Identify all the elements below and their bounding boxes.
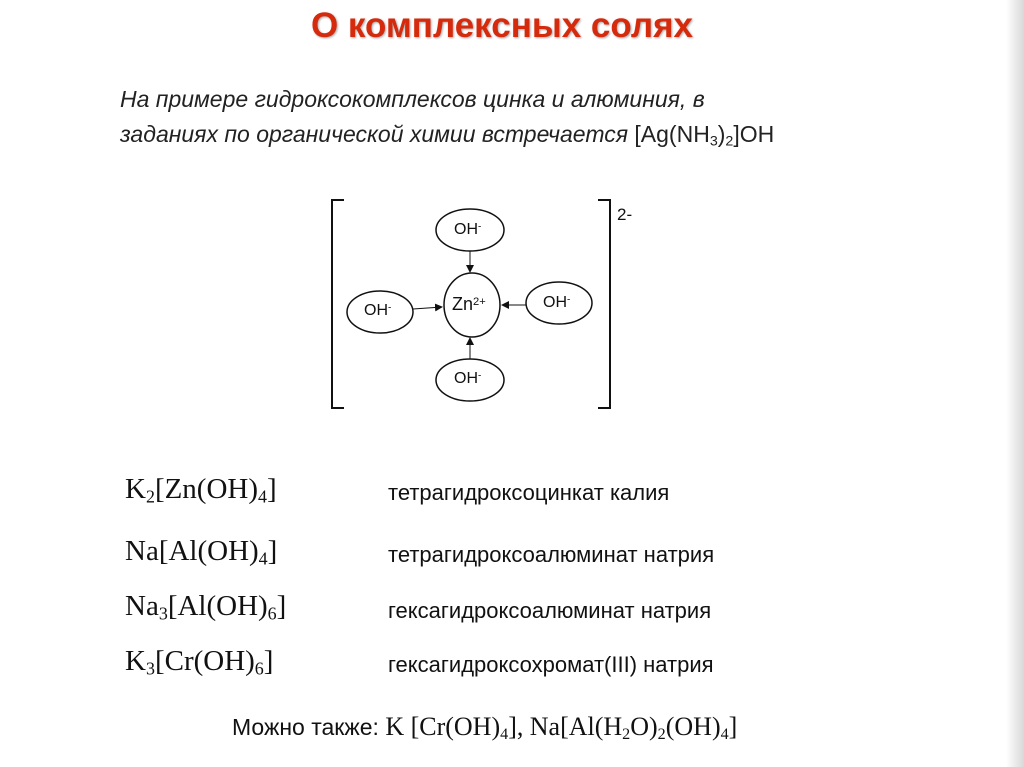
formula-part: O) — [630, 712, 658, 741]
intro-line-1: На примере гидроксокомплексов цинка и алюминия, в — [120, 86, 705, 112]
bond-left — [413, 307, 442, 309]
complex-charge: 2- — [617, 205, 633, 224]
formula-part: ]OH — [733, 121, 775, 147]
compound-name-3: гексагидроксоалюминат натрия — [388, 598, 712, 623]
ligand-symbol: OH — [454, 221, 478, 238]
formula-sub: 2 — [725, 133, 734, 150]
ligand-charge: - — [567, 294, 571, 306]
formula-sub: 4 — [500, 726, 509, 744]
right-bracket — [598, 200, 610, 408]
compound-name-2: тетрагидроксоалюминат натрия — [388, 542, 715, 567]
formula-sub: 4 — [720, 726, 729, 744]
center-symbol: Zn — [452, 294, 474, 314]
ligand-top-label — [454, 221, 481, 239]
left-bracket — [332, 200, 344, 408]
formula-part: [Al(OH) — [167, 590, 268, 622]
compound-name-4: гексагидроксохромат(III) натрия — [388, 652, 714, 677]
formula-part: ] — [267, 535, 278, 567]
compound-formula-2 — [125, 535, 277, 568]
formula-part: ] — [263, 645, 274, 677]
also-formula-2 — [529, 712, 738, 744]
formula-sub: 6 — [267, 603, 277, 624]
formula-part: [Cr(OH) — [154, 645, 255, 677]
ligand-right-label — [543, 294, 570, 312]
formula-part: K — [125, 473, 146, 505]
formula-sub: 2 — [622, 726, 631, 744]
formula-sub: 4 — [258, 548, 268, 569]
formula-sub: 2 — [657, 726, 666, 744]
formula-part: Na — [125, 590, 159, 622]
intro-line-2-text: заданиях по органической химии встречается — [120, 121, 629, 147]
formula-part: Na[Al(OH) — [125, 535, 259, 567]
compound-name-1: тетрагидроксоцинкат калия — [388, 480, 670, 505]
formula-part: ] — [728, 712, 738, 741]
page-edge-shadow — [1006, 0, 1024, 767]
formula-part: ) — [717, 121, 726, 147]
ligand-symbol: OH — [364, 302, 388, 319]
formula-sub: 6 — [254, 658, 264, 679]
formula-part: Na[Al(H — [529, 712, 623, 741]
ligand-bottom-label — [454, 370, 481, 388]
compound-formula-1 — [125, 473, 277, 506]
ligand-symbol: OH — [543, 294, 567, 311]
ligand-charge: - — [388, 302, 392, 314]
formula-sub: 3 — [158, 603, 168, 624]
formula-part: ], — [508, 712, 524, 741]
formula-part: K [Cr(OH) — [385, 712, 501, 741]
zinc-label — [452, 294, 486, 315]
compound-formula-4 — [125, 645, 273, 678]
formula-sub: 3 — [709, 133, 718, 150]
also-formula-1 — [385, 712, 524, 744]
formula-part: K — [125, 645, 146, 677]
also-line — [232, 712, 737, 742]
compound-formula-3 — [125, 590, 286, 623]
center-charge: 2+ — [473, 295, 486, 308]
intro-line-2 — [120, 117, 980, 152]
formula-sub: 4 — [258, 486, 267, 507]
ligand-charge: - — [478, 370, 482, 382]
intro-text — [120, 82, 980, 152]
ligand-charge: - — [478, 221, 482, 233]
silver-ammonia-formula — [634, 121, 775, 150]
ligand-left-label — [364, 302, 391, 320]
formula-part: (OH) — [665, 712, 721, 741]
ligand-symbol: OH — [454, 370, 478, 387]
also-label: Можно также: — [232, 714, 379, 740]
slide-title: О комплексных солях — [310, 6, 694, 45]
formula-sub: 3 — [145, 658, 155, 679]
formula-part: [Ag(NH — [634, 121, 710, 147]
formula-sub: 2 — [145, 486, 155, 507]
formula-part: ] — [276, 590, 287, 622]
formula-part: [Zn(OH) — [154, 473, 259, 505]
formula-part: ] — [267, 473, 277, 505]
